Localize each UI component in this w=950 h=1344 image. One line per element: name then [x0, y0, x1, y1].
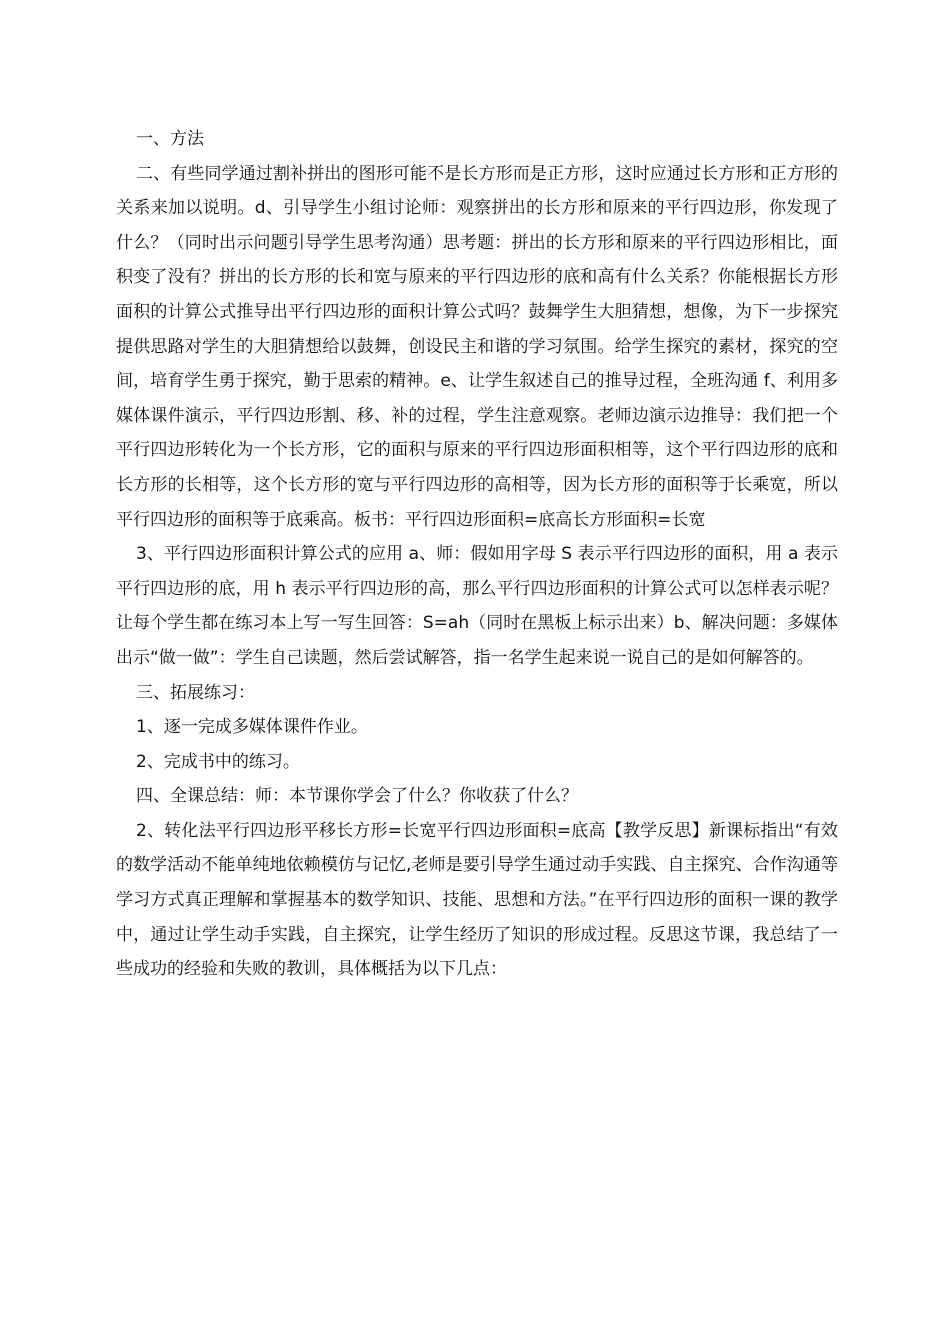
paragraph-discussion: 二、有些同学通过割补拼出的图形可能不是长方形而是正方形，这时应通过长方形和正方形的关系来加以说明。d、引导学生小组讨论师：观察拼出的长方形和原来的平行四边形，你发现了什么？（同时出示问题引导学生思考沟通）思考题：拼出的长方形和原来的平行四边形相比，面积变了没有？拼出的长方形的长和宽与原来的平行四边形的底和高有什么关系？你能根据长方形面积的计算公式推导出平行四边形的面积计算公式吗？鼓舞学生大胆猜想，想像，为下一步探究提供思路对学生的大胆猜想给以鼓舞，创设民主和谐的学习氛围。给学生探究的素材，探究的空间，培育学生勇于探究，勤于思索的精神。e、让学生叙述自己的推导过程，全班沟通 f、利用多媒体课件演示，平行四边形割、移、补的过程，学生注意观察。老师边演示边推导：我们把一个平行四边形转化为一个长方形，它的面积与原来的平行四边形面积相等，这个平行四边形的底和长方形的长相等，这个长方形的宽与平行四边形的高相等，因为长方形的面积等于长乘宽，所以平行四边形的面积等于底乘高。板书：平行四边形面积=底高长方形面积=长宽 — [116, 163, 838, 530]
list-item-practice-2: 2、完成书中的练习。 — [136, 751, 300, 772]
paragraph-formula-application: 3、平行四边形面积计算公式的应用 a、师：假如用字母 S 表示平行四边形的面积，用 a 表示平行四边形的底，用 h 表示平行四边形的高，那么平行四边形面积的计算公式可以怎样表示呢？让每个学生都在练习本上写一写生回答：S=ah（同时在黑板上标示出来）b、解决问题：多媒体出示“做一做”：学生自己读题，然后尝试解答，指一名学生起来说一说自己的是如何解答的。 — [116, 544, 838, 668]
list-item-practice-1: 1、逐一完成多媒体课件作业。 — [136, 717, 368, 738]
section-heading-method: 一、方法 — [136, 129, 204, 149]
section-heading-practice: 三、拓展练习： — [136, 682, 255, 703]
paragraph-reflection: 2、转化法平行四边形平移长方形=长宽平行四边形面积=底高【教学反思】新课标指出“有效的数学活动不能单纯地依赖模仿与记忆,老师是要引导学生通过动手实践、自主探究、合作沟通等学习方式真正理解和掌握基本的数学知识、技能、思想和方法。”在平行四边形的面积一课的教学中，通过让学生动手实践，自主探究，让学生经历了知识的形成过程。反思这节课，我总结了一些成功的经验和失败的教训，具体概括为以下几点： — [116, 820, 838, 980]
document-body — [116, 122, 838, 987]
section-heading-summary: 四、全课总结：师：本节课你学会了什么？你收获了什么？ — [136, 786, 578, 807]
